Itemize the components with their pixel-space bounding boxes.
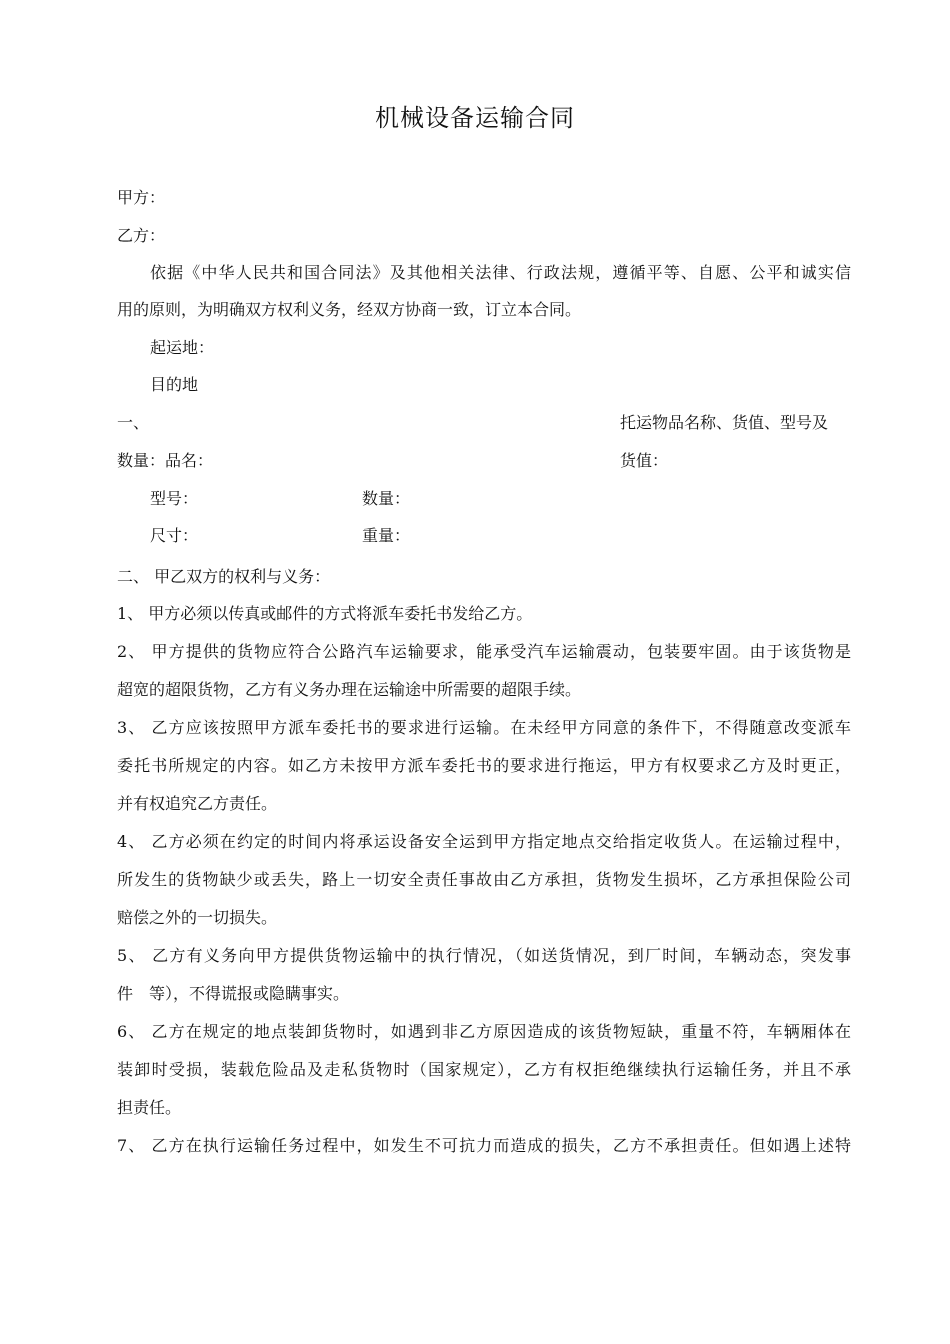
clause-6-line-2: 装卸时受损，装载危险品及走私货物时（国家规定），乙方有权拒绝继续执行运输任务，并且不承 — [117, 1060, 851, 1079]
clause-3-line-2: 委托书所规定的内容。如乙方未按甲方派车委托书的要求进行拖运，甲方有权要求乙方及时更正， — [117, 756, 851, 775]
clause-7-line-1: 7、 乙方在执行运输任务过程中，如发生不可抗力而造成的损失，乙方不承担责任。但如遇上述特 — [117, 1136, 851, 1155]
clause-6-line-1: 6、 乙方在规定的地点装卸货物时，如遇到非乙方原因造成的该货物短缺，重量不符，车辆厢体在 — [117, 1022, 851, 1041]
destination-label: 目的地 — [150, 375, 199, 394]
section-1-number: 一、 — [117, 413, 150, 432]
preamble-line-1: 依据《中华人民共和国合同法》及其他相关法律、行政法规，遵循平等、自愿、公平和诚实信 — [150, 263, 851, 282]
clause-5-line-2: 件 等），不得谎报或隐瞒事实。 — [117, 984, 350, 1003]
clause-1-line-1: 1、 甲方必须以传真或邮件的方式将派车委托书发给乙方。 — [117, 604, 533, 623]
size-label: 尺寸： — [150, 526, 199, 545]
quantity-product-name-label: 数量：品名： — [117, 451, 214, 470]
model-label: 型号： — [150, 489, 199, 508]
clause-4-line-1: 4、 乙方必须在约定的时间内将承运设备安全运到甲方指定地点交给指定收货人。在运输过程中， — [117, 832, 851, 851]
preamble-line-2: 用的原则，为明确双方权利义务，经双方协商一致，订立本合同。 — [117, 300, 582, 319]
clause-5-line-1: 5、 乙方有义务向甲方提供货物运输中的执行情况，（如送货情况，到厂时间，车辆动态，突发事 — [117, 946, 851, 965]
clause-4-line-3: 赔偿之外的一切损失。 — [117, 908, 278, 927]
clause-3-line-3: 并有权追究乙方责任。 — [117, 794, 278, 813]
origin-label: 起运地： — [150, 338, 215, 357]
goods-value-label: 货值： — [620, 451, 669, 470]
quantity-label: 数量： — [362, 489, 411, 508]
weight-label: 重量： — [362, 526, 411, 545]
document-title: 机械设备运输合同 — [375, 104, 575, 132]
clause-3-line-1: 3、 乙方应该按照甲方派车委托书的要求进行运输。在未经甲方同意的条件下，不得随意改变派车 — [117, 718, 851, 737]
clause-4-line-2: 所发生的货物缺少或丢失，路上一切安全责任事故由乙方承担，货物发生损坏，乙方承担保险公司 — [117, 870, 851, 889]
clause-2-line-2: 超宽的超限货物，乙方有义务办理在运输途中所需要的超限手续。 — [117, 680, 582, 699]
clause-2-line-1: 2、 甲方提供的货物应符合公路汽车运输要求，能承受汽车运输震动，包装要牢固。由于该货物是 — [117, 642, 851, 661]
section-1-heading: 托运物品名称、货值、型号及 — [620, 413, 829, 432]
party-b-label: 乙方： — [117, 226, 166, 245]
party-a-label: 甲方： — [117, 188, 166, 207]
section-2-heading: 二、 甲乙双方的权利与义务： — [117, 567, 331, 586]
clause-6-line-3: 担责任。 — [117, 1098, 182, 1117]
